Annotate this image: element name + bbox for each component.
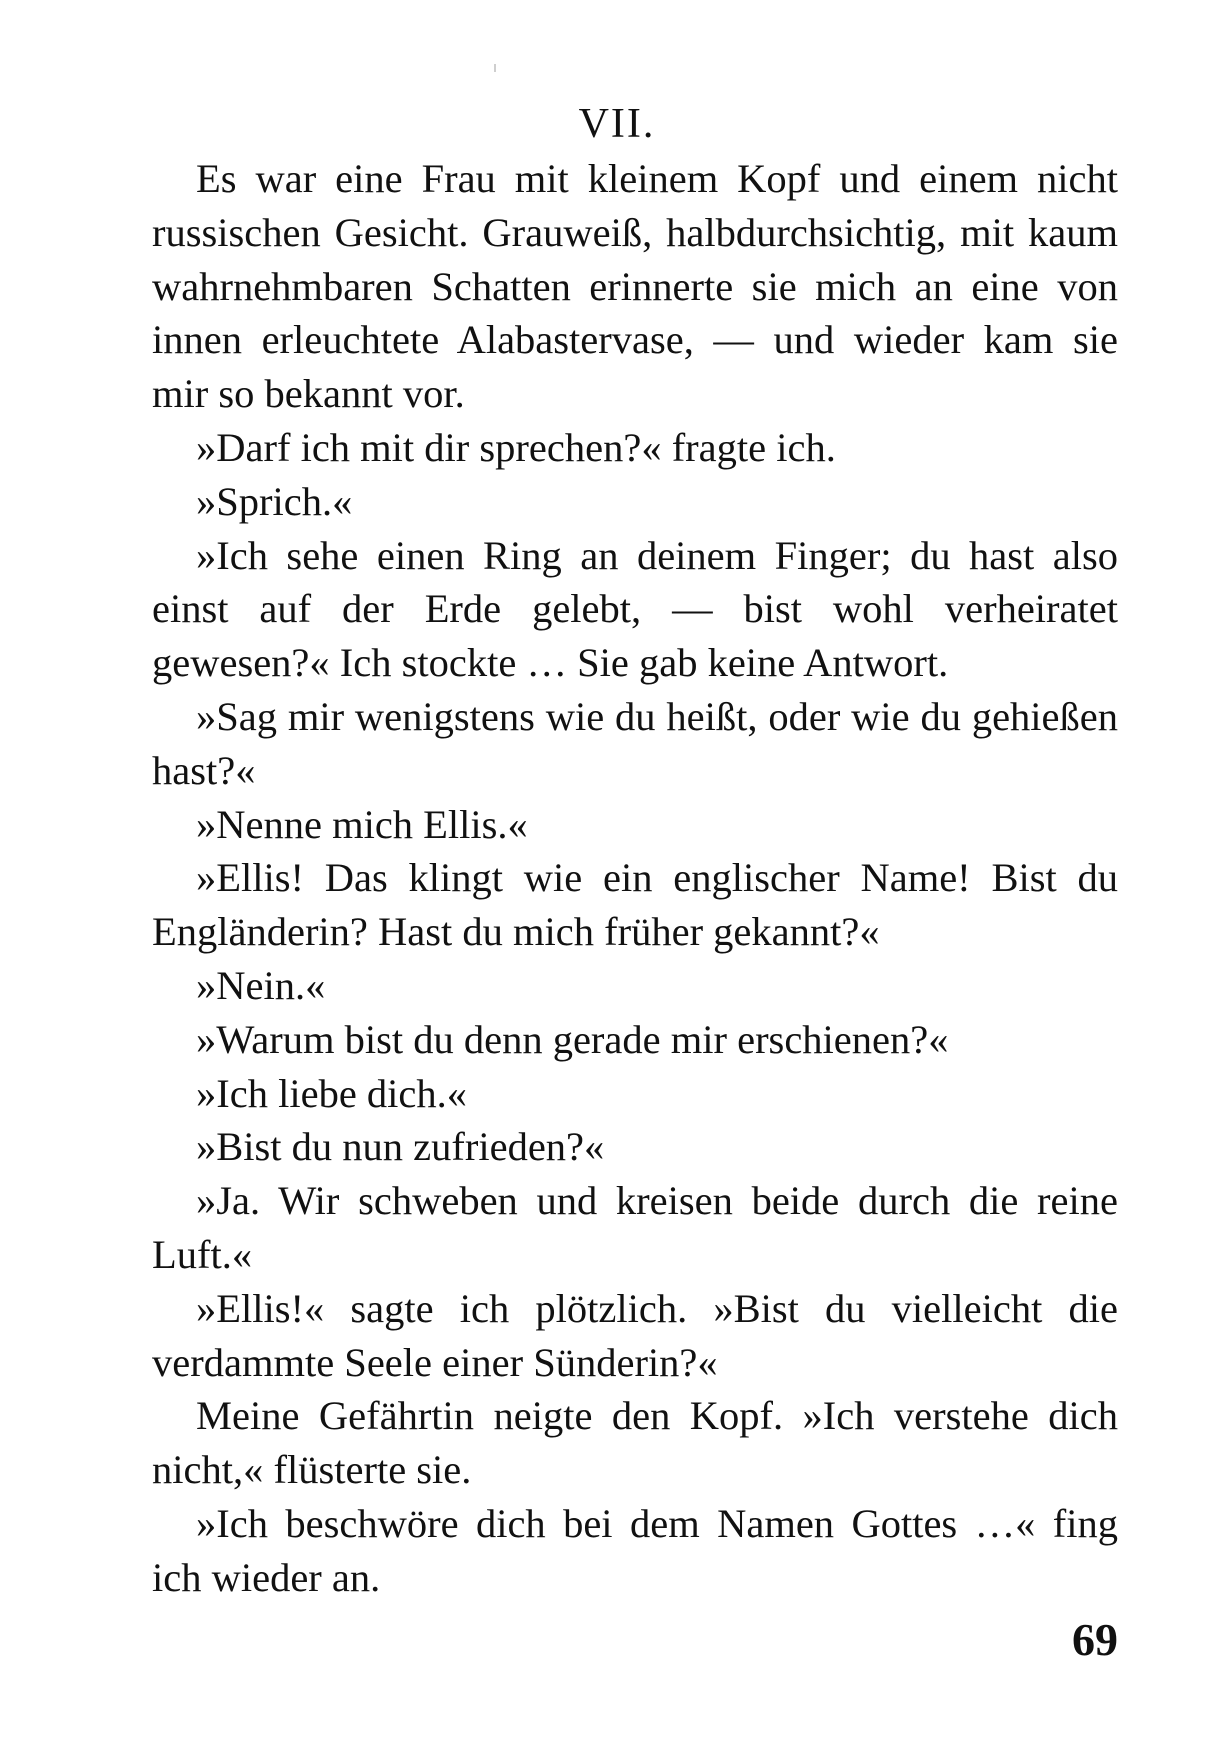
paragraph: »Darf ich mit dir sprechen?« fragte ich. [196,424,836,470]
paragraph: »Nenne mich Ellis.« [196,801,528,847]
paragraph: Es war eine Frau mit kleinem Kopf und einem nicht russischen Gesicht. Grauweiß, halbdurchsichtig, mit kaum wahrnehmbaren Schatten erinnerte sie mich an eine von innen erleuchtete Alabastervase, — und wieder kam sie mir so bekannt vor. [152,156,1118,417]
paragraph: Meine Gefährtin neigte den Kopf. »Ich verstehe dich nicht,« flüsterte sie. [152,1393,1118,1493]
paragraph: »Ich beschwöre dich bei dem Namen Gottes …« fing ich wieder an. [152,1500,1118,1600]
paragraph: »Sag mir wenigstens wie du heißt, oder wie du gehießen hast?« [152,693,1118,793]
paragraph: »Warum bist du denn gerade mir erschienen?« [196,1016,949,1062]
paragraph: »Sprich.« [196,478,353,524]
paragraph: »Ja. Wir schweben und kreisen beide durch die reine Luft.« [152,1178,1118,1277]
chapter-heading: VII. [578,101,656,147]
paragraph: »Bist du nun zufrieden?« [196,1124,605,1170]
paragraph: »Ellis!« sagte ich plötzlich. »Bist du vielleicht die verdammte Seele einer Sünderin?« [152,1285,1118,1385]
page-number: 69 [1072,1614,1118,1665]
paper-speck [494,64,496,72]
paragraph: »Ich sehe einen Ring an deinem Finger; du hast also einst auf der Erde gelebt, — bist wohl verheiratet gewesen?« Ich stockte … Sie gab keine Antwort. [152,532,1118,686]
paragraph: »Ellis! Das klingt wie ein englischer Name! Bist du Engländerin? Hast du mich früher gekannt?« [152,855,1118,955]
paragraph: »Nein.« [196,962,326,1008]
body-text [152,152,1118,1605]
paragraph: »Ich liebe dich.« [196,1070,468,1116]
